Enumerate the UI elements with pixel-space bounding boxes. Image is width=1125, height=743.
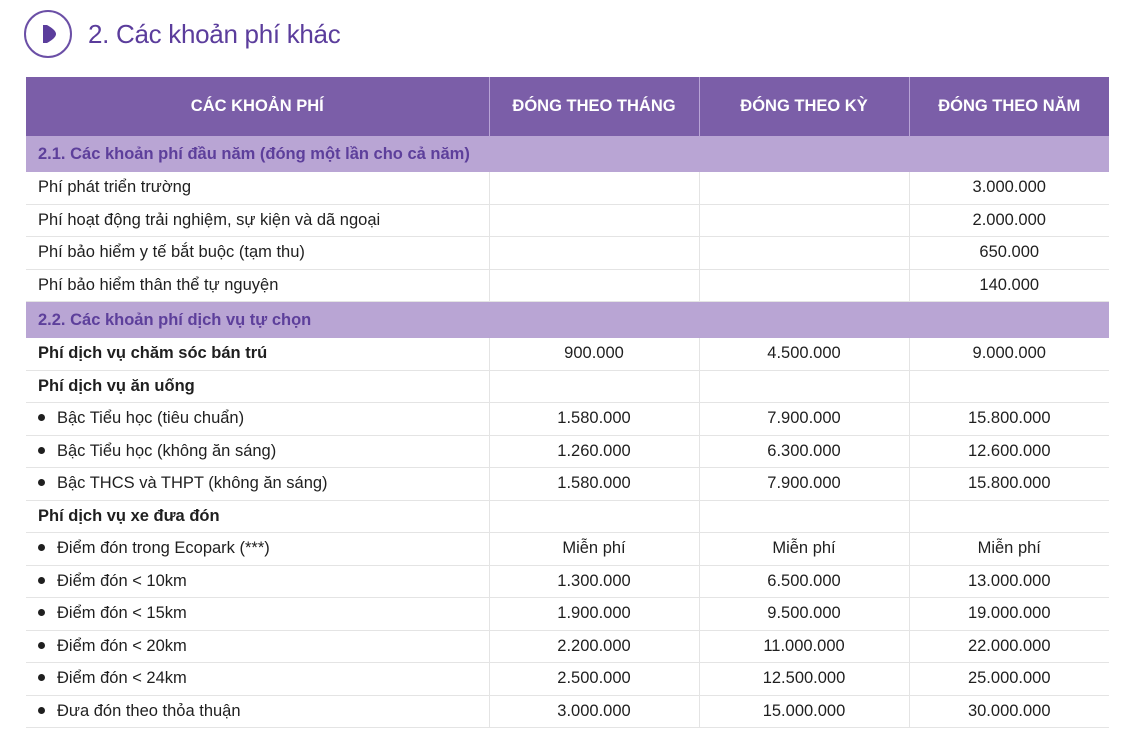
term-value: 11.000.000: [699, 630, 909, 663]
monthly-value: [489, 172, 699, 204]
header-fee-name: CÁC KHOẢN PHÍ: [26, 77, 489, 136]
yearly-value: 12.600.000: [909, 435, 1109, 468]
monthly-value: 3.000.000: [489, 695, 699, 728]
monthly-value: 1.300.000: [489, 565, 699, 598]
section-heading: [24, 10, 340, 58]
fee-label-cell: [26, 403, 489, 436]
fee-label: Bậc THCS và THPT (không ăn sáng): [57, 474, 328, 493]
fee-label: Phí bảo hiểm thân thể tự nguyện: [38, 275, 279, 294]
bullet-icon: [38, 707, 45, 714]
yearly-value: 2.000.000: [909, 204, 1109, 237]
fee-label-cell: [26, 598, 489, 631]
table-row: [26, 598, 1109, 631]
monthly-value: 900.000: [489, 338, 699, 370]
term-value: 12.500.000: [699, 663, 909, 696]
yearly-value: 9.000.000: [909, 338, 1109, 370]
fee-label: Bậc Tiểu học (tiêu chuẩn): [57, 409, 245, 428]
bullet-icon: [38, 577, 45, 584]
table-row: [26, 204, 1109, 237]
term-value: [699, 269, 909, 302]
monthly-value: [489, 500, 699, 533]
term-value: 15.000.000: [699, 695, 909, 728]
fee-label-cell: [26, 565, 489, 598]
bullet-icon: [38, 447, 45, 454]
fee-label-cell: [26, 269, 489, 302]
term-value: [699, 204, 909, 237]
yearly-value: 30.000.000: [909, 695, 1109, 728]
yearly-value: [909, 500, 1109, 533]
header-per-term: ĐÓNG THEO KỲ: [699, 77, 909, 136]
table-row: [26, 237, 1109, 270]
yearly-value: 22.000.000: [909, 630, 1109, 663]
yearly-value: Miễn phí: [909, 533, 1109, 566]
page-title: 2. Các khoản phí khác: [88, 18, 341, 49]
term-value: 4.500.000: [699, 338, 909, 370]
monthly-value: 1.580.000: [489, 403, 699, 436]
monthly-value: Miễn phí: [489, 533, 699, 566]
fee-label: Điểm đón < 15km: [57, 604, 187, 623]
term-value: Miễn phí: [699, 533, 909, 566]
table-row: [26, 533, 1109, 566]
header-yearly: ĐÓNG THEO NĂM: [909, 77, 1109, 136]
fee-label-cell: [26, 663, 489, 696]
term-value: 6.500.000: [699, 565, 909, 598]
table-row: [26, 172, 1109, 204]
fee-label-cell: [26, 468, 489, 501]
fee-label-cell: [26, 338, 489, 370]
play-circle-icon: [24, 10, 72, 58]
fee-label: Điểm đón < 10km: [57, 571, 187, 590]
table-row: [26, 630, 1109, 663]
table-row: [26, 435, 1109, 468]
yearly-value: 15.800.000: [909, 403, 1109, 436]
monthly-value: 1.260.000: [489, 435, 699, 468]
term-value: [699, 500, 909, 533]
term-value: [699, 237, 909, 270]
term-value: [699, 370, 909, 403]
bullet-icon: [38, 642, 45, 649]
fee-label: Điểm đón < 20km: [57, 636, 187, 655]
fee-label-cell: [26, 500, 489, 533]
section-row: [26, 136, 1109, 172]
fee-label: Phí hoạt động trải nghiệm, sự kiện và dã ngoại: [38, 210, 381, 229]
term-value: [699, 172, 909, 204]
fee-label: Phí dịch vụ ăn uống: [38, 376, 195, 395]
section-title: 2.2. Các khoản phí dịch vụ tự chọn: [26, 302, 1109, 339]
fee-label: Phí dịch vụ xe đưa đón: [38, 506, 220, 525]
table-row: [26, 269, 1109, 302]
term-value: 6.300.000: [699, 435, 909, 468]
fee-label-cell: [26, 435, 489, 468]
section-title: 2.1. Các khoản phí đầu năm (đóng một lần cho cả năm): [26, 136, 1109, 172]
monthly-value: [489, 237, 699, 270]
yearly-value: 13.000.000: [909, 565, 1109, 598]
monthly-value: [489, 370, 699, 403]
fee-label: Điểm đón trong Ecopark (***): [57, 539, 270, 558]
bullet-icon: [38, 414, 45, 421]
yearly-value: 15.800.000: [909, 468, 1109, 501]
fee-label: Phí phát triển trường: [38, 178, 192, 197]
section-row: [26, 302, 1109, 339]
table-row: [26, 565, 1109, 598]
table-row: [26, 663, 1109, 696]
fee-label-cell: [26, 370, 489, 403]
table-row: [26, 403, 1109, 436]
yearly-value: 25.000.000: [909, 663, 1109, 696]
table-row: [26, 695, 1109, 728]
fee-label: Phí bảo hiểm y tế bắt buộc (tạm thu): [38, 243, 305, 262]
monthly-value: [489, 204, 699, 237]
monthly-value: 2.500.000: [489, 663, 699, 696]
fee-table: [26, 77, 1109, 728]
fee-label: Điểm đón < 24km: [57, 669, 187, 688]
fee-label-cell: [26, 237, 489, 270]
yearly-value: 140.000: [909, 269, 1109, 302]
fee-label: Đưa đón theo thỏa thuận: [57, 701, 241, 720]
monthly-value: 1.580.000: [489, 468, 699, 501]
yearly-value: 19.000.000: [909, 598, 1109, 631]
table-row: [26, 338, 1109, 370]
table-row: [26, 468, 1109, 501]
fee-label: Bậc Tiểu học (không ăn sáng): [57, 441, 277, 460]
fee-label-cell: [26, 630, 489, 663]
term-value: 9.500.000: [699, 598, 909, 631]
bullet-icon: [38, 544, 45, 551]
fee-label-cell: [26, 695, 489, 728]
yearly-value: 650.000: [909, 237, 1109, 270]
bullet-icon: [38, 479, 45, 486]
header-monthly: ĐÓNG THEO THÁNG: [489, 77, 699, 136]
fee-label-cell: [26, 204, 489, 237]
bullet-icon: [38, 674, 45, 681]
yearly-value: 3.000.000: [909, 172, 1109, 204]
table-row: [26, 500, 1109, 533]
table-row: [26, 370, 1109, 403]
fee-label-cell: [26, 533, 489, 566]
fee-label-cell: [26, 172, 489, 204]
term-value: 7.900.000: [699, 468, 909, 501]
yearly-value: [909, 370, 1109, 403]
monthly-value: 2.200.000: [489, 630, 699, 663]
monthly-value: 1.900.000: [489, 598, 699, 631]
table-header-row: [26, 77, 1109, 136]
term-value: 7.900.000: [699, 403, 909, 436]
fee-label: Phí dịch vụ chăm sóc bán trú: [38, 344, 268, 363]
fee-table-body: [26, 136, 1109, 728]
monthly-value: [489, 269, 699, 302]
bullet-icon: [38, 609, 45, 616]
